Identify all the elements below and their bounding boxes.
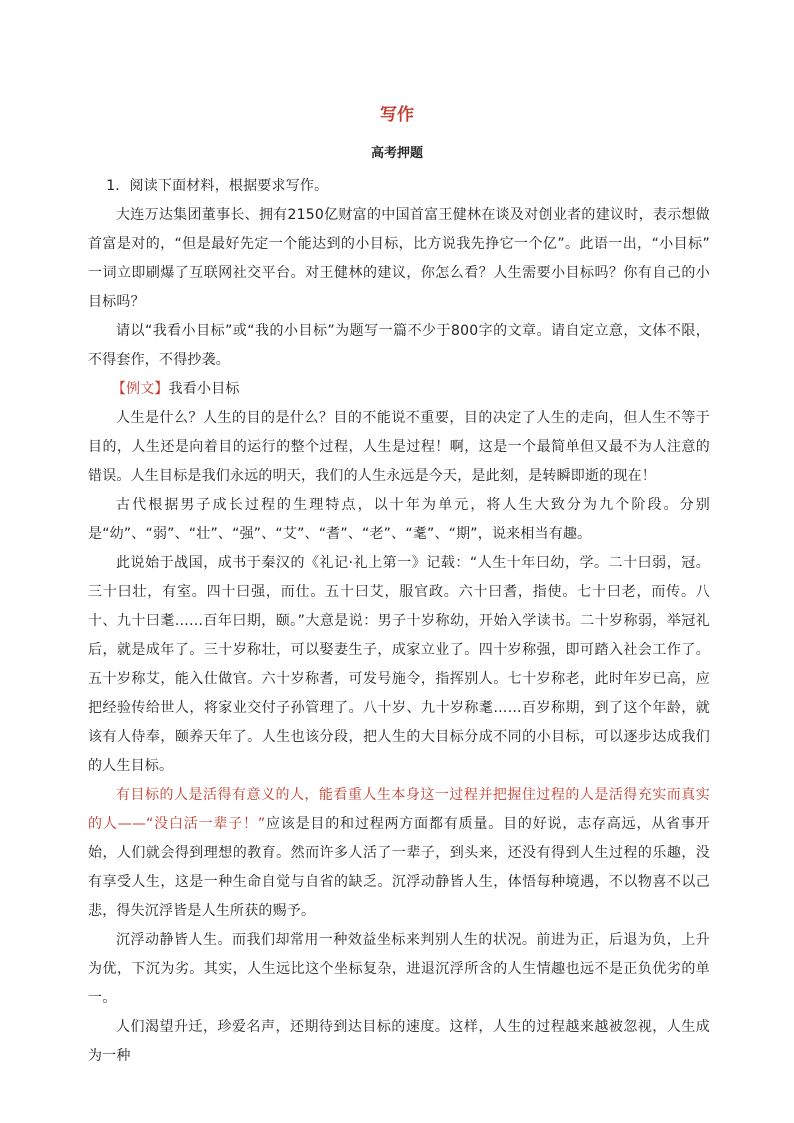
- example-paragraph: 古代根据男子成长过程的生理特点，以十年为单元，将人生大致分为九个阶段。分别是“幼”、“弱”、“壮”、“强”、“艾”、“耆”、“老”、“耄”、“期”，说来相当有趣。: [88, 497, 710, 542]
- highlight-continuation: 应该是目的和过程两方面都有质量。目的好说，志存高远，从省事开始，人们就会得到理想的教育。然而许多人活了一辈子，到头来，还没有得到人生过程的乐趣，没有享受人生，这是一种生命自觉与自省的缺乏。沉浮动静皆人生，体悟每种境遇，不以物喜不以己悲，得失沉浮皆是人生所获的赐予。: [88, 816, 710, 919]
- example-paragraph: 人生是什么？人生的目的是什么？目的不能说不重要，目的决定了人生的走向，但人生不等于目的，人生还是向着目的运行的整个过程，人生是过程！啊，这是一个最简单但又最不为人注意的错误。人生目标是我们永远的明天，我们的人生永远是今天，是此刻，是转瞬即逝的现在！: [88, 410, 710, 484]
- example-label: 【例文】: [111, 381, 169, 397]
- page-subtitle: 高考押题: [370, 146, 423, 161]
- example-paragraph-highlight: [88, 781, 710, 926]
- example-paragraph: 沉浮动静皆人生。而我们却常用一种效益坐标来判别人生的状况。前进为正，后退为负，上升为优，下沉为劣。其实，人生远比这个坐标复杂，进退沉浮所含的人生情趣也远不是正负优劣的单一。: [88, 932, 710, 1006]
- highlight-text: 有目标的人是活得有意义的人，能看重人生本身这一过程并把握住过程的人是活得充实而真实的人——“没白活一辈子！”: [88, 787, 710, 832]
- example-paragraph: 人们渴望升迁，珍爱名声，还期待到达目标的速度。这样，人生的过程越来越被忽视，人生成为一种: [88, 1019, 710, 1064]
- question-material: 大连万达集团董事长、拥有2150亿财富的中国首富王健林在谈及对创业者的建议时，表示想做首富是对的，“但是最好先定一个能达到的小目标，比方说我先挣它一个亿”。此语一出，“小目标” 一词立即刷爆了互联网社交平台。对王健林的建议，你怎么看？人生需要小目标吗？你有自己的小目标吗？: [88, 207, 710, 310]
- question-prompt: 1．阅读下面材料，根据要求写作。: [106, 178, 329, 194]
- question-requirement: 请以“我看小目标”或“我的小目标”为题写一篇不少于800字的文章。请自定立意，文体不限，不得套作，不得抄袭。: [88, 323, 710, 368]
- example-heading: [88, 375, 710, 404]
- page-title: 写作: [380, 105, 414, 125]
- example-paragraph: 此说始于战国，成书于秦汉的《礼记·礼上第一》记载：“人生十年曰幼，学。二十曰弱，冠。三十曰壮，有室。四十曰强，而仕。五十曰艾，服官政。六十曰耆，指使。七十曰老，而传。八十、九十曰耄……百年曰期，颐。”大意是说：男子十岁称幼，开始入学读书。二十岁称弱，举冠礼后，就是成年了。三十岁称壮，可以娶妻生子，成家立业了。四十岁称强，即可踏入社会工作了。五十岁称艾，能入仕做官。六十岁称耆，可发号施令，指挥别人。七十岁称老，此时年岁已高，应把经验传给世人，将家业交付子孙管理了。八十岁、九十岁称耄……百岁称期，到了这个年龄，就该有人侍奉，颐养天年了。人生也该分段，把人生的大目标分成不同的小目标，可以逐步达成我们的人生目标。: [88, 555, 710, 774]
- example-title: 我看小目标: [168, 381, 240, 397]
- document-body: [88, 172, 710, 1071]
